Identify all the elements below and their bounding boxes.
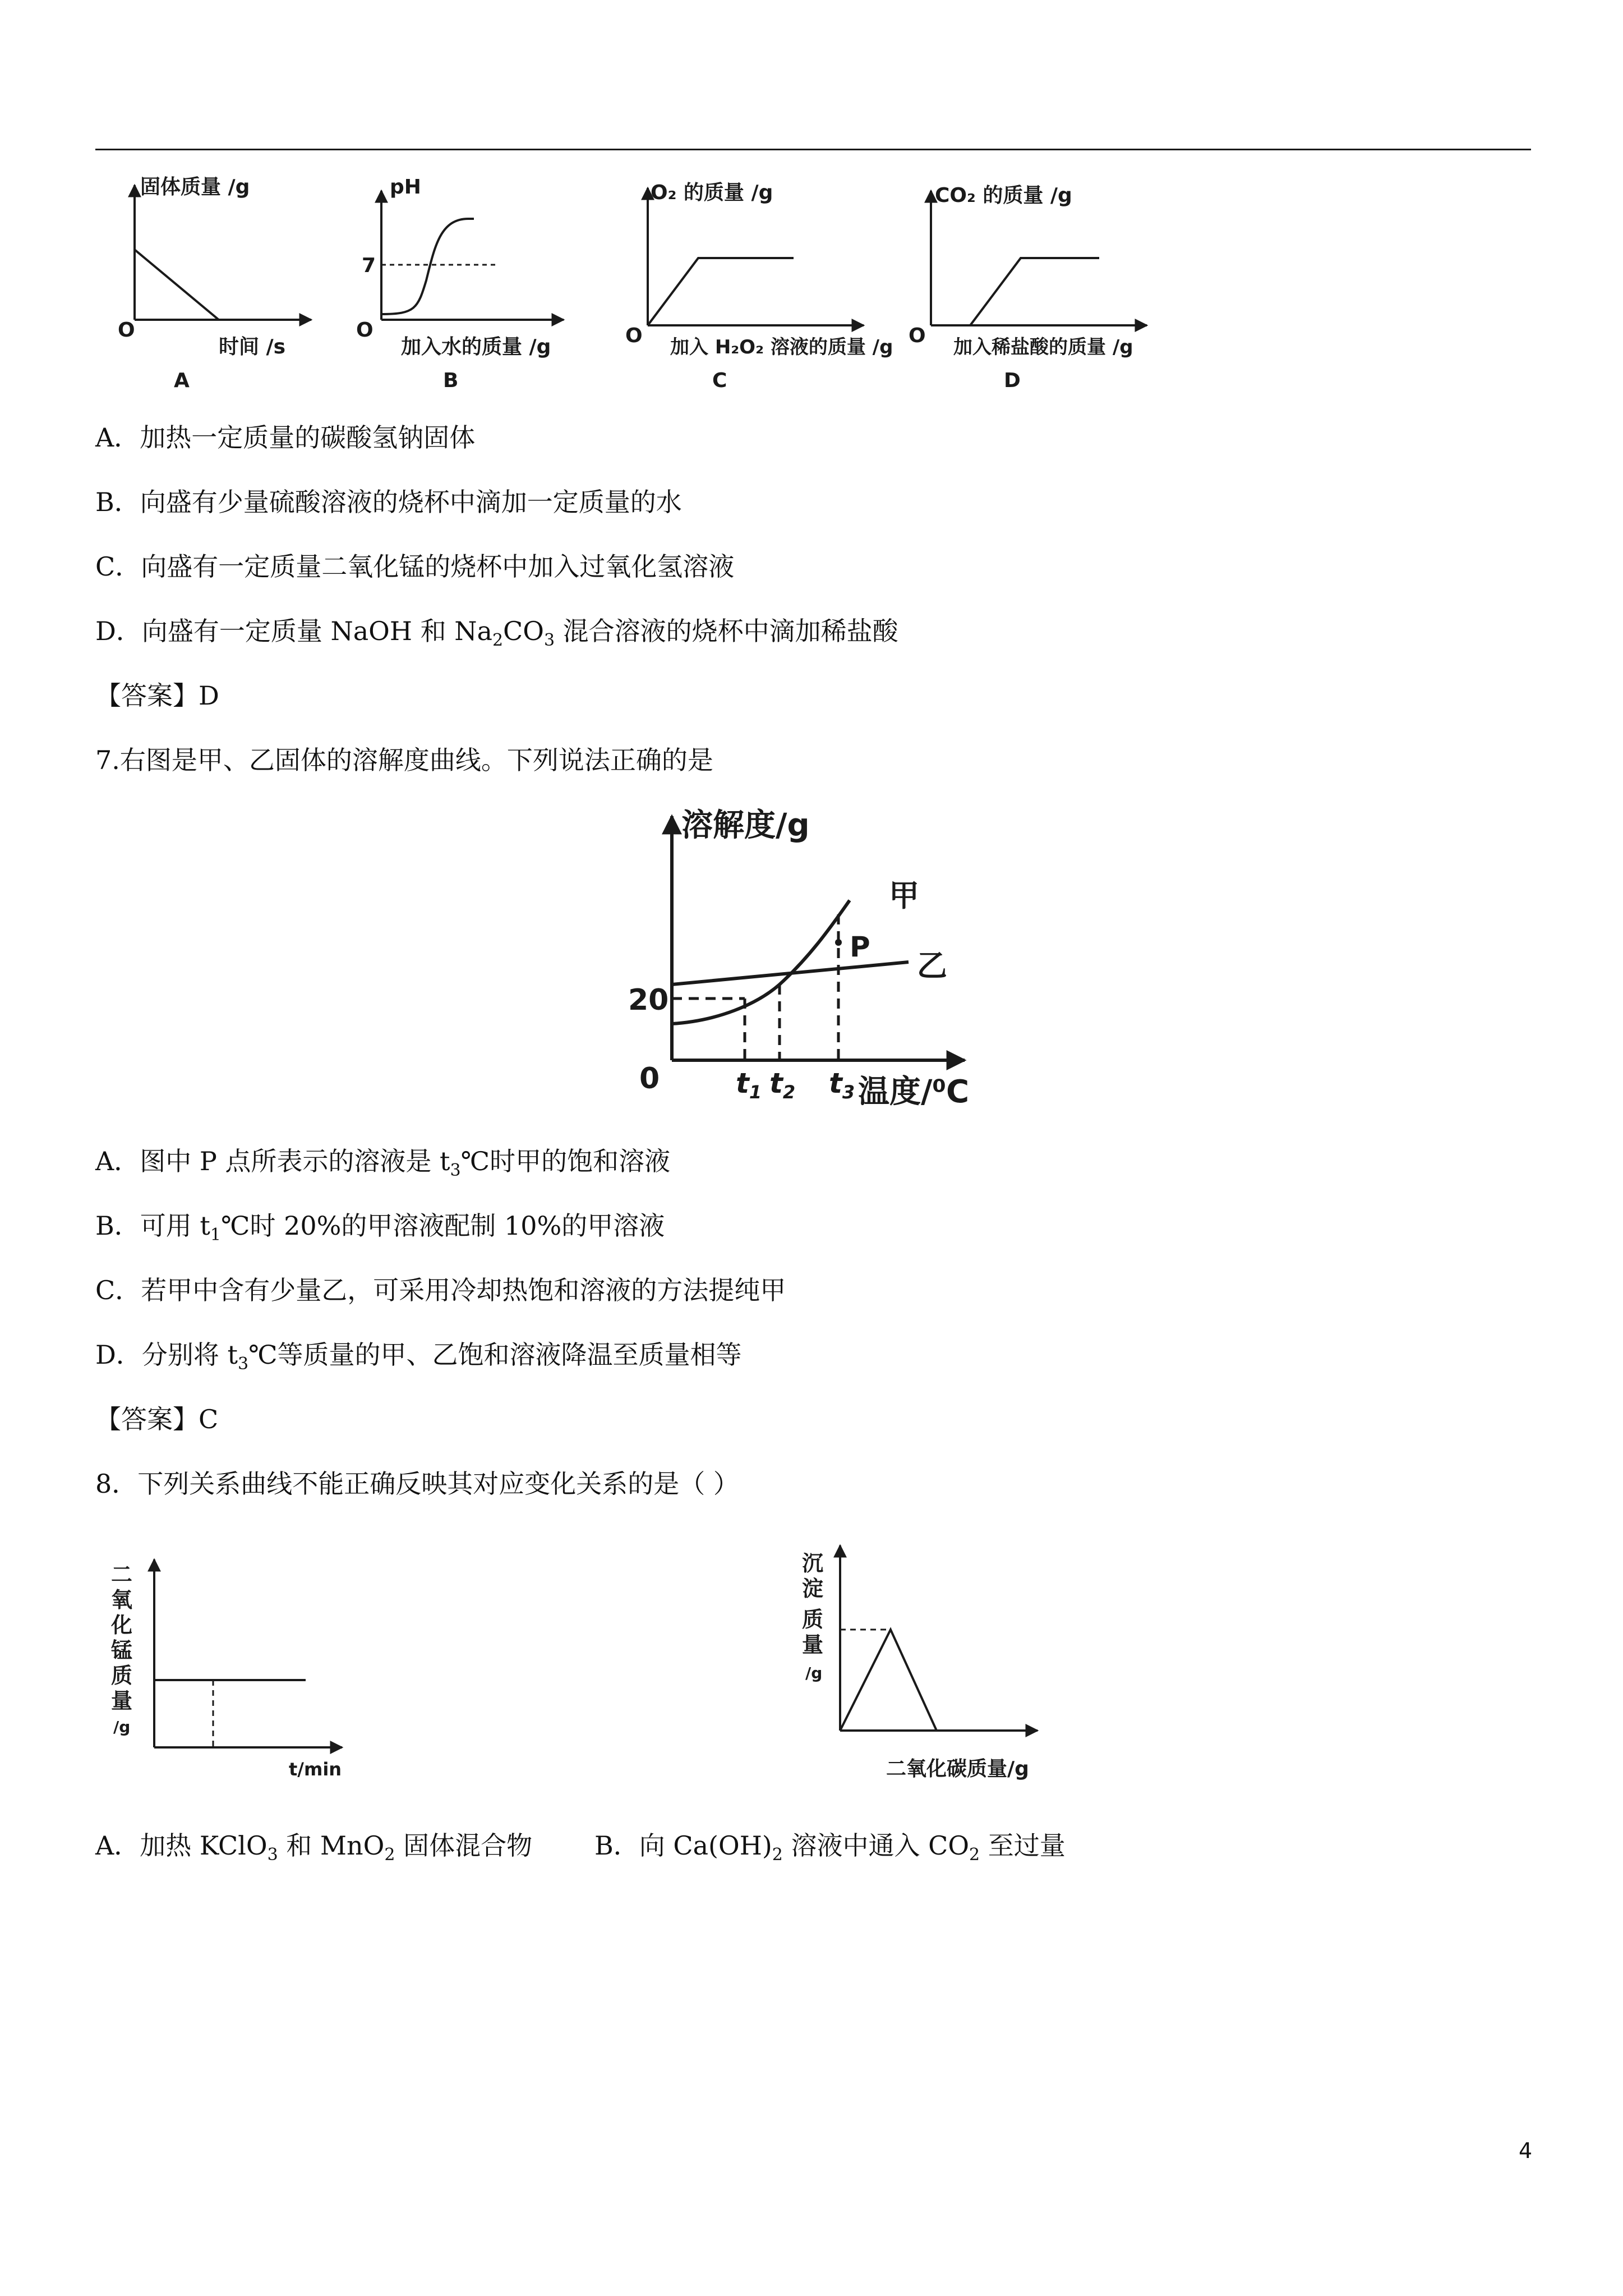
subscript: 3 <box>238 1354 249 1374</box>
figure-letter: A <box>174 369 190 392</box>
subscript: 3 <box>267 1845 278 1865</box>
q8-stem: 8．下列关系曲线不能正确反映其对应变化关系的是（ ） <box>95 1469 739 1499</box>
text-part: A．加热 KClO <box>95 1830 268 1861</box>
q7-option-a <box>95 1144 670 1188</box>
subscript: 2 <box>772 1845 783 1865</box>
tick-label-7: 7 <box>362 254 376 277</box>
text-part: 混合溶液的烧杯中滴加稀盐酸 <box>555 616 898 646</box>
axis-label-y: pH <box>390 176 421 199</box>
axis-label-x: 加入稀盐酸的质量 /g <box>953 336 1133 358</box>
q7-solubility-figure <box>611 802 998 1128</box>
label-yi: 乙 <box>917 948 947 983</box>
co2-curve <box>931 258 1099 325</box>
text-part: 至过量 <box>980 1830 1066 1861</box>
q6-figure-b <box>348 168 594 404</box>
axis-label-x: 时间 /s <box>219 335 286 358</box>
tick-label-t2: $t_2$ <box>769 1067 796 1103</box>
page-number: 4 <box>1519 2138 1533 2163</box>
text-part: ℃时甲的饱和溶液 <box>460 1146 671 1176</box>
axis-label-x: 二氧化碳质量/g <box>886 1757 1029 1780</box>
q8-figure-b <box>791 1537 1071 1795</box>
text-part: 溶液中通入 CO <box>782 1830 970 1861</box>
figure-letter: C <box>712 369 727 392</box>
subscript: 3 <box>543 631 555 650</box>
text-part: B．向 Ca(OH) <box>594 1830 772 1861</box>
q8-option-a <box>95 1829 532 1872</box>
axis-label-y: CO₂ 的质量 /g <box>935 184 1072 207</box>
ph-curve <box>381 219 474 314</box>
text-part: D．向盛有一定质量 NaOH 和 Na <box>95 616 492 646</box>
q6-option-c: C．向盛有一定质量二氧化锰的烧杯中加入过氧化氢溶液 <box>95 551 735 582</box>
axis-label-x: 加入 H₂O₂ 溶液的质量 /g <box>670 336 893 358</box>
q6-answer: 【答案】D <box>95 680 219 711</box>
origin-label: 0 <box>639 1062 660 1096</box>
subscript: 2 <box>384 1845 395 1865</box>
line-decreasing <box>135 250 219 320</box>
q6-figure-c <box>617 168 909 404</box>
subscript: 1 <box>210 1225 222 1245</box>
axis-label-y: 沉 淀 质 量 /g <box>802 1551 824 1682</box>
axis-label-y: 固体质量 /g <box>140 176 250 199</box>
axis-label-x: 加入水的质量 /g <box>401 335 551 358</box>
curve-jia <box>672 900 850 1024</box>
o2-curve <box>648 258 794 325</box>
axis-label-y: O₂ 的质量 /g <box>651 181 773 204</box>
text-part: ℃等质量的甲、乙饱和溶液降温至质量相等 <box>248 1340 742 1370</box>
text-part: 和 MnO <box>278 1830 385 1861</box>
q7-option-d <box>95 1338 742 1381</box>
header-rule <box>95 149 1531 150</box>
tick-label-20: 20 <box>628 983 669 1017</box>
label-jia: 甲 <box>889 878 919 913</box>
label-p: P <box>850 931 870 963</box>
q6-figure-d <box>900 168 1192 404</box>
axis-label-y: 二 氧 化 锰 质 量 /g <box>111 1562 133 1736</box>
origin-label: O <box>356 319 374 342</box>
axis-label-x: 温度/⁰C <box>858 1074 970 1110</box>
q7-option-c: C．若甲中含有少量乙，可采用冷却热饱和溶液的方法提纯甲 <box>95 1275 786 1305</box>
axis-label-y: 溶解度/g <box>681 807 810 844</box>
point-p <box>835 939 842 946</box>
q6-figure-a <box>112 168 348 404</box>
text-part: B．可用 t <box>95 1211 210 1241</box>
text-part: CO <box>503 616 544 646</box>
subscript: 3 <box>450 1161 461 1180</box>
origin-label: O <box>118 319 135 342</box>
q7-answer: 【答案】C <box>95 1404 219 1434</box>
q6-option-d <box>95 614 898 657</box>
q7-stem: 7.右图是甲、乙固体的溶解度曲线。下列说法正确的是 <box>95 745 713 775</box>
tick-label-t3: $t_3$ <box>829 1067 855 1103</box>
q8-figure-a <box>107 1554 365 1801</box>
subscript: 2 <box>492 631 504 650</box>
precipitate-curve <box>840 1630 937 1731</box>
curve-yi <box>672 962 909 984</box>
q7-option-b <box>95 1209 665 1252</box>
origin-label: O <box>909 324 926 347</box>
origin-label: O <box>625 324 643 347</box>
q6-option-b: B．向盛有少量硫酸溶液的烧杯中滴加一定质量的水 <box>95 487 682 517</box>
axis-label-x: t/min <box>289 1759 342 1780</box>
text-part: A．图中 P 点所表示的溶液是 t <box>95 1146 450 1176</box>
q8-option-b <box>594 1829 1066 1872</box>
text-part: 固体混合物 <box>395 1830 533 1861</box>
subscript: 2 <box>969 1845 980 1865</box>
figure-letter: B <box>443 369 459 392</box>
figure-letter: D <box>1004 369 1021 392</box>
text-part: ℃时 20%的甲溶液配制 10%的甲溶液 <box>221 1211 665 1241</box>
q6-option-a: A．加热一定质量的碳酸氢钠固体 <box>95 422 476 453</box>
tick-label-t1: $t_1$ <box>736 1067 762 1103</box>
text-part: D．分别将 t <box>95 1340 238 1370</box>
